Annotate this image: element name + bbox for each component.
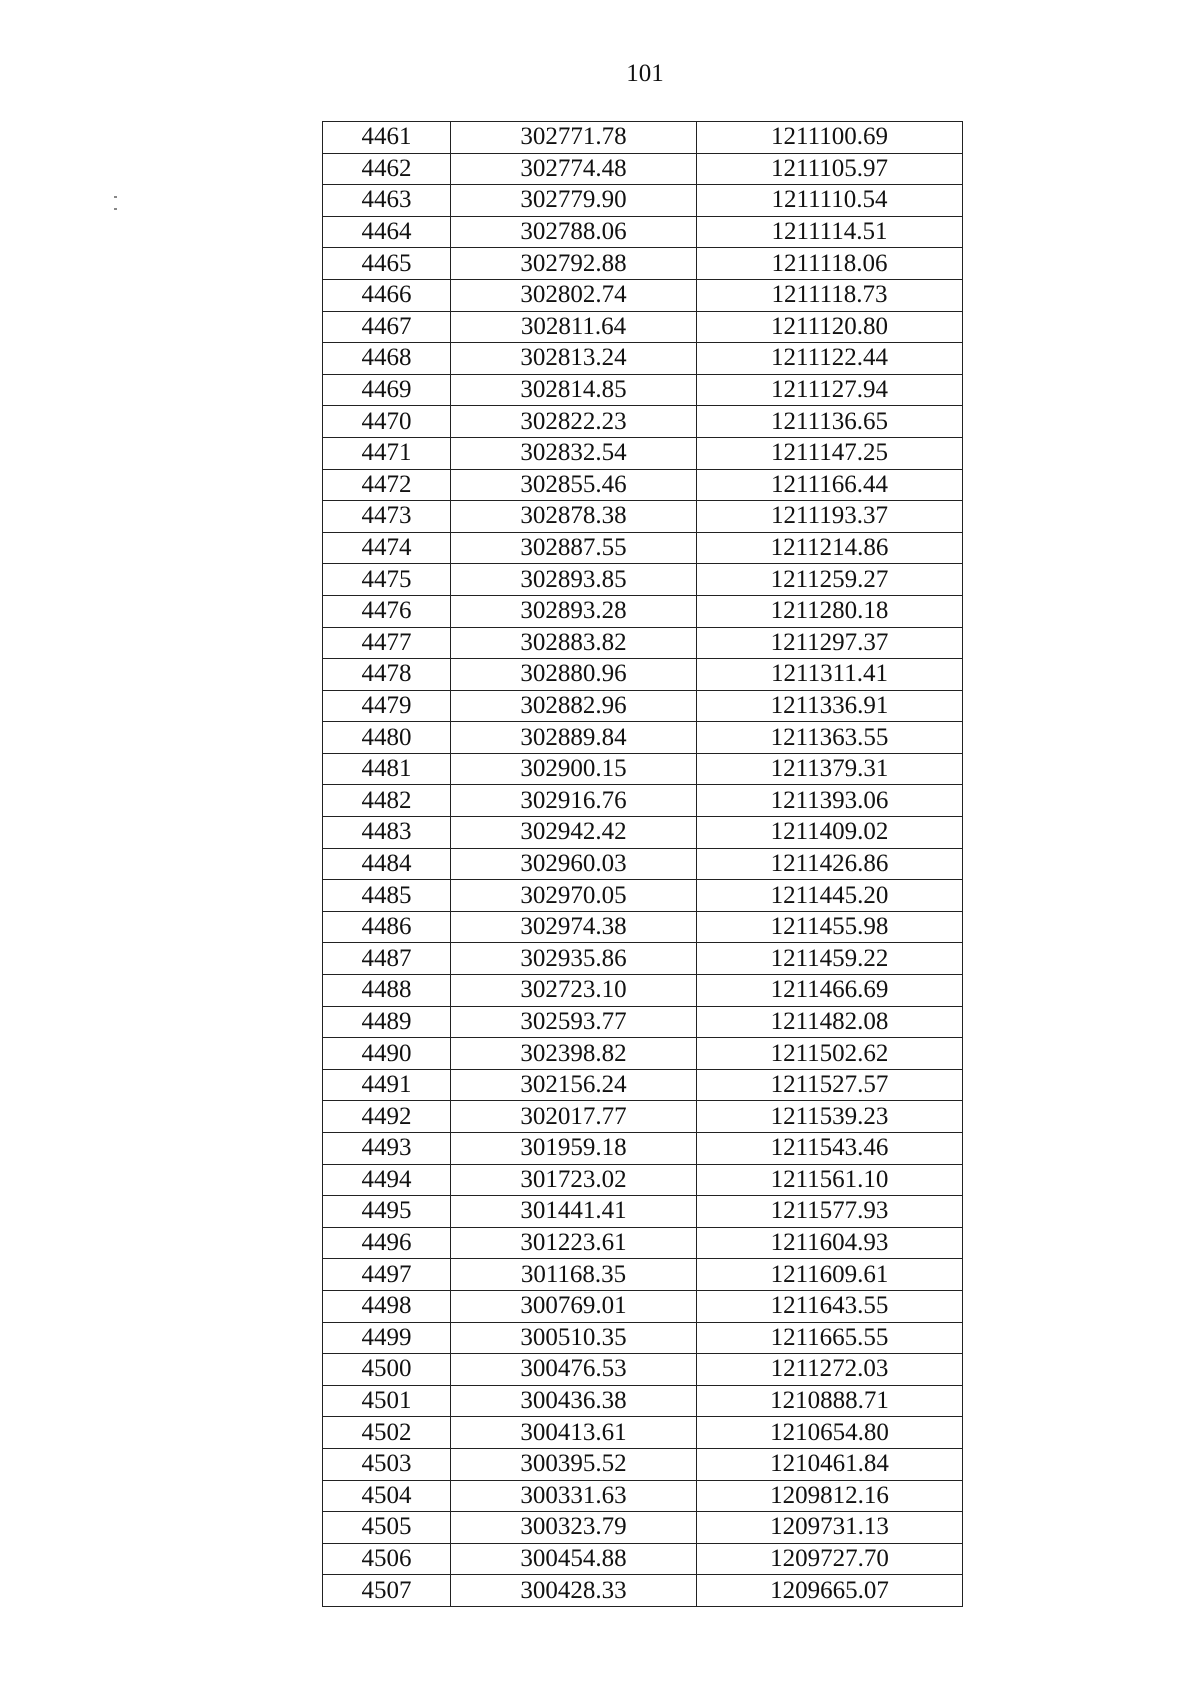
table-row xyxy=(323,122,963,154)
x-coordinate-cell: 302723.10 xyxy=(451,975,697,1007)
point-number-cell: 4497 xyxy=(323,1259,451,1291)
x-coordinate-cell: 302788.06 xyxy=(451,216,697,248)
x-coordinate-cell: 302900.15 xyxy=(451,753,697,785)
y-coordinate-cell: 1211100.69 xyxy=(697,122,963,154)
point-number-cell: 4483 xyxy=(323,817,451,849)
table-row xyxy=(323,153,963,185)
x-coordinate-cell: 300769.01 xyxy=(451,1290,697,1322)
y-coordinate-cell: 1211272.03 xyxy=(697,1354,963,1386)
table-row xyxy=(323,406,963,438)
x-coordinate-cell: 300331.63 xyxy=(451,1480,697,1512)
table-row xyxy=(323,1259,963,1291)
y-coordinate-cell: 1211665.55 xyxy=(697,1322,963,1354)
x-coordinate-cell: 300510.35 xyxy=(451,1322,697,1354)
table-row xyxy=(323,1575,963,1607)
y-coordinate-cell: 1211539.23 xyxy=(697,1101,963,1133)
table-row xyxy=(323,1385,963,1417)
y-coordinate-cell: 1211336.91 xyxy=(697,690,963,722)
x-coordinate-cell: 302893.85 xyxy=(451,564,697,596)
point-number-cell: 4469 xyxy=(323,374,451,406)
table-row xyxy=(323,1448,963,1480)
y-coordinate-cell: 1210888.71 xyxy=(697,1385,963,1417)
y-coordinate-cell: 1209731.13 xyxy=(697,1512,963,1544)
x-coordinate-cell: 302883.82 xyxy=(451,627,697,659)
x-coordinate-cell: 302156.24 xyxy=(451,1069,697,1101)
x-coordinate-cell: 302974.38 xyxy=(451,911,697,943)
x-coordinate-cell: 300436.38 xyxy=(451,1385,697,1417)
y-coordinate-cell: 1211214.86 xyxy=(697,532,963,564)
page-number: 101 xyxy=(626,60,664,87)
table-row xyxy=(323,911,963,943)
point-number-cell: 4464 xyxy=(323,216,451,248)
point-number-cell: 4471 xyxy=(323,437,451,469)
point-number-cell: 4468 xyxy=(323,343,451,375)
x-coordinate-cell: 300323.79 xyxy=(451,1512,697,1544)
x-coordinate-cell: 301223.61 xyxy=(451,1227,697,1259)
point-number-cell: 4472 xyxy=(323,469,451,501)
point-number-cell: 4478 xyxy=(323,659,451,691)
point-number-cell: 4490 xyxy=(323,1038,451,1070)
y-coordinate-cell: 1211543.46 xyxy=(697,1133,963,1165)
table-row xyxy=(323,564,963,596)
point-number-cell: 4475 xyxy=(323,564,451,596)
table-row xyxy=(323,185,963,217)
y-coordinate-cell: 1211426.86 xyxy=(697,848,963,880)
point-number-cell: 4473 xyxy=(323,501,451,533)
y-coordinate-cell: 1209665.07 xyxy=(697,1575,963,1607)
y-coordinate-cell: 1211455.98 xyxy=(697,911,963,943)
x-coordinate-cell: 302017.77 xyxy=(451,1101,697,1133)
y-coordinate-cell: 1211379.31 xyxy=(697,753,963,785)
x-coordinate-cell: 302814.85 xyxy=(451,374,697,406)
y-coordinate-cell: 1211393.06 xyxy=(697,785,963,817)
y-coordinate-cell: 1211409.02 xyxy=(697,817,963,849)
x-coordinate-cell: 302832.54 xyxy=(451,437,697,469)
x-coordinate-cell: 302811.64 xyxy=(451,311,697,343)
x-coordinate-cell: 302916.76 xyxy=(451,785,697,817)
x-coordinate-cell: 302889.84 xyxy=(451,722,697,754)
point-number-cell: 4479 xyxy=(323,690,451,722)
table-row xyxy=(323,1006,963,1038)
point-number-cell: 4484 xyxy=(323,848,451,880)
y-coordinate-cell: 1211643.55 xyxy=(697,1290,963,1322)
point-number-cell: 4482 xyxy=(323,785,451,817)
y-coordinate-cell: 1211609.61 xyxy=(697,1259,963,1291)
y-coordinate-cell: 1211297.37 xyxy=(697,627,963,659)
table-row xyxy=(323,532,963,564)
point-number-cell: 4495 xyxy=(323,1196,451,1228)
y-coordinate-cell: 1211466.69 xyxy=(697,975,963,1007)
y-coordinate-cell: 1211445.20 xyxy=(697,880,963,912)
x-coordinate-cell: 301959.18 xyxy=(451,1133,697,1165)
point-number-cell: 4461 xyxy=(323,122,451,154)
x-coordinate-cell: 302779.90 xyxy=(451,185,697,217)
x-coordinate-cell: 300395.52 xyxy=(451,1448,697,1480)
x-coordinate-cell: 300454.88 xyxy=(451,1543,697,1575)
y-coordinate-cell: 1211502.62 xyxy=(697,1038,963,1070)
x-coordinate-cell: 300428.33 xyxy=(451,1575,697,1607)
table-row xyxy=(323,469,963,501)
y-coordinate-cell: 1211118.06 xyxy=(697,248,963,280)
table-row xyxy=(323,690,963,722)
table-row xyxy=(323,785,963,817)
y-coordinate-cell: 1209812.16 xyxy=(697,1480,963,1512)
table-row xyxy=(323,1290,963,1322)
y-coordinate-cell: 1211527.57 xyxy=(697,1069,963,1101)
table-row xyxy=(323,501,963,533)
coordinates-table xyxy=(322,121,963,1607)
table-row xyxy=(323,1133,963,1165)
y-coordinate-cell: 1211120.80 xyxy=(697,311,963,343)
point-number-cell: 4466 xyxy=(323,279,451,311)
x-coordinate-cell: 302960.03 xyxy=(451,848,697,880)
table-row xyxy=(323,1227,963,1259)
table-row xyxy=(323,817,963,849)
margin-mark xyxy=(114,196,117,198)
x-coordinate-cell: 302593.77 xyxy=(451,1006,697,1038)
point-number-cell: 4477 xyxy=(323,627,451,659)
margin-mark xyxy=(114,208,117,210)
y-coordinate-cell: 1210654.80 xyxy=(697,1417,963,1449)
x-coordinate-cell: 302880.96 xyxy=(451,659,697,691)
x-coordinate-cell: 302893.28 xyxy=(451,595,697,627)
x-coordinate-cell: 302774.48 xyxy=(451,153,697,185)
point-number-cell: 4489 xyxy=(323,1006,451,1038)
point-number-cell: 4474 xyxy=(323,532,451,564)
y-coordinate-cell: 1211280.18 xyxy=(697,595,963,627)
y-coordinate-cell: 1211193.37 xyxy=(697,501,963,533)
point-number-cell: 4467 xyxy=(323,311,451,343)
y-coordinate-cell: 1210461.84 xyxy=(697,1448,963,1480)
point-number-cell: 4500 xyxy=(323,1354,451,1386)
y-coordinate-cell: 1211127.94 xyxy=(697,374,963,406)
table-row xyxy=(323,975,963,1007)
table-row xyxy=(323,1196,963,1228)
point-number-cell: 4499 xyxy=(323,1322,451,1354)
table-row xyxy=(323,627,963,659)
y-coordinate-cell: 1211561.10 xyxy=(697,1164,963,1196)
y-coordinate-cell: 1211363.55 xyxy=(697,722,963,754)
point-number-cell: 4462 xyxy=(323,153,451,185)
point-number-cell: 4470 xyxy=(323,406,451,438)
x-coordinate-cell: 302882.96 xyxy=(451,690,697,722)
table-row xyxy=(323,1512,963,1544)
table-row xyxy=(323,374,963,406)
x-coordinate-cell: 302970.05 xyxy=(451,880,697,912)
point-number-cell: 4503 xyxy=(323,1448,451,1480)
y-coordinate-cell: 1211482.08 xyxy=(697,1006,963,1038)
x-coordinate-cell: 302398.82 xyxy=(451,1038,697,1070)
point-number-cell: 4504 xyxy=(323,1480,451,1512)
point-number-cell: 4496 xyxy=(323,1227,451,1259)
point-number-cell: 4463 xyxy=(323,185,451,217)
table-row xyxy=(323,248,963,280)
y-coordinate-cell: 1211114.51 xyxy=(697,216,963,248)
x-coordinate-cell: 302771.78 xyxy=(451,122,697,154)
x-coordinate-cell: 302878.38 xyxy=(451,501,697,533)
x-coordinate-cell: 300413.61 xyxy=(451,1417,697,1449)
table-row xyxy=(323,216,963,248)
point-number-cell: 4501 xyxy=(323,1385,451,1417)
point-number-cell: 4480 xyxy=(323,722,451,754)
point-number-cell: 4493 xyxy=(323,1133,451,1165)
y-coordinate-cell: 1211118.73 xyxy=(697,279,963,311)
y-coordinate-cell: 1211147.25 xyxy=(697,437,963,469)
y-coordinate-cell: 1211577.93 xyxy=(697,1196,963,1228)
x-coordinate-cell: 302813.24 xyxy=(451,343,697,375)
point-number-cell: 4491 xyxy=(323,1069,451,1101)
y-coordinate-cell: 1211459.22 xyxy=(697,943,963,975)
x-coordinate-cell: 301723.02 xyxy=(451,1164,697,1196)
point-number-cell: 4486 xyxy=(323,911,451,943)
point-number-cell: 4506 xyxy=(323,1543,451,1575)
x-coordinate-cell: 302802.74 xyxy=(451,279,697,311)
table-row xyxy=(323,1417,963,1449)
table-row xyxy=(323,1038,963,1070)
table-row xyxy=(323,722,963,754)
table-row xyxy=(323,1354,963,1386)
table-row xyxy=(323,311,963,343)
table-row xyxy=(323,437,963,469)
y-coordinate-cell: 1211259.27 xyxy=(697,564,963,596)
point-number-cell: 4487 xyxy=(323,943,451,975)
point-number-cell: 4476 xyxy=(323,595,451,627)
table-row xyxy=(323,343,963,375)
table-row xyxy=(323,659,963,691)
y-coordinate-cell: 1211311.41 xyxy=(697,659,963,691)
x-coordinate-cell: 302887.55 xyxy=(451,532,697,564)
x-coordinate-cell: 302822.23 xyxy=(451,406,697,438)
coordinates-table-body xyxy=(323,122,963,1607)
table-row xyxy=(323,1543,963,1575)
point-number-cell: 4507 xyxy=(323,1575,451,1607)
y-coordinate-cell: 1211105.97 xyxy=(697,153,963,185)
y-coordinate-cell: 1211110.54 xyxy=(697,185,963,217)
table-row xyxy=(323,595,963,627)
x-coordinate-cell: 302855.46 xyxy=(451,469,697,501)
point-number-cell: 4492 xyxy=(323,1101,451,1133)
table-row xyxy=(323,880,963,912)
point-number-cell: 4488 xyxy=(323,975,451,1007)
x-coordinate-cell: 302935.86 xyxy=(451,943,697,975)
x-coordinate-cell: 301441.41 xyxy=(451,1196,697,1228)
point-number-cell: 4465 xyxy=(323,248,451,280)
y-coordinate-cell: 1211136.65 xyxy=(697,406,963,438)
table-row xyxy=(323,943,963,975)
table-row xyxy=(323,1101,963,1133)
table-row xyxy=(323,1164,963,1196)
x-coordinate-cell: 300476.53 xyxy=(451,1354,697,1386)
point-number-cell: 4502 xyxy=(323,1417,451,1449)
table-row xyxy=(323,1322,963,1354)
y-coordinate-cell: 1211166.44 xyxy=(697,469,963,501)
y-coordinate-cell: 1209727.70 xyxy=(697,1543,963,1575)
point-number-cell: 4485 xyxy=(323,880,451,912)
table-row xyxy=(323,1480,963,1512)
table-row xyxy=(323,279,963,311)
point-number-cell: 4494 xyxy=(323,1164,451,1196)
table-row xyxy=(323,1069,963,1101)
x-coordinate-cell: 302792.88 xyxy=(451,248,697,280)
y-coordinate-cell: 1211122.44 xyxy=(697,343,963,375)
x-coordinate-cell: 301168.35 xyxy=(451,1259,697,1291)
table-row xyxy=(323,848,963,880)
point-number-cell: 4481 xyxy=(323,753,451,785)
y-coordinate-cell: 1211604.93 xyxy=(697,1227,963,1259)
point-number-cell: 4498 xyxy=(323,1290,451,1322)
x-coordinate-cell: 302942.42 xyxy=(451,817,697,849)
point-number-cell: 4505 xyxy=(323,1512,451,1544)
table-row xyxy=(323,753,963,785)
